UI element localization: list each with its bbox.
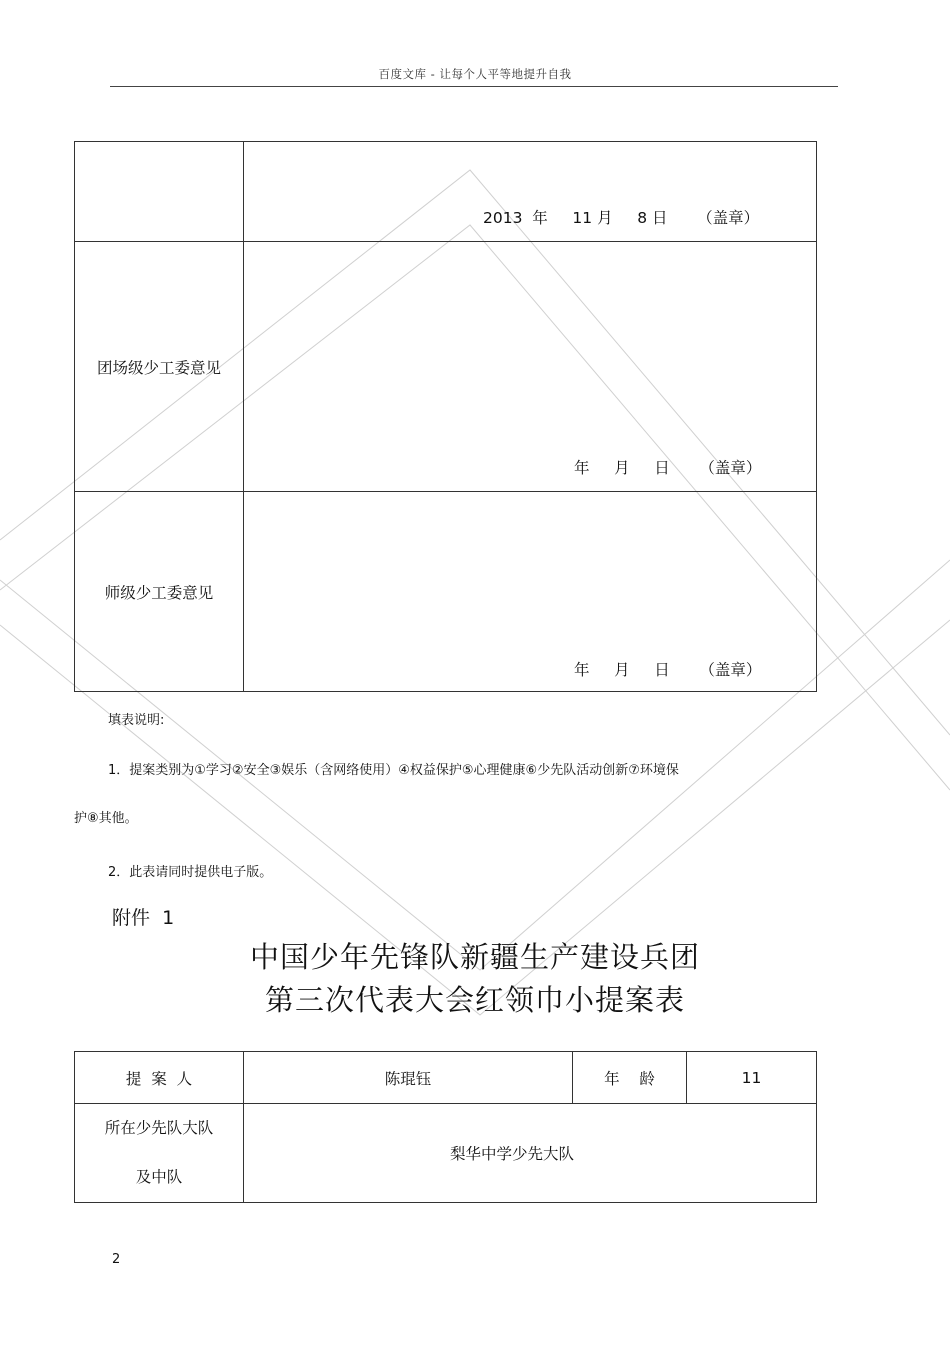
page-number: 2 [112, 1252, 121, 1267]
school-date-stamp: 2013 年 11 月 8 日 （盖章） [483, 209, 760, 227]
page-header: 百度文库 - 让每个人平等地提升自我 [378, 67, 572, 81]
opinion-row-division [75, 492, 817, 692]
age-label: 年 龄 [573, 1052, 687, 1104]
opinion-row-school-label [75, 142, 244, 242]
unit-row [75, 1104, 817, 1203]
notes-item-1-line-1: 1．提案类别为①学习②安全③娱乐（含网络使用）④权益保护⑤心理健康⑥少先队活动创新⑦环境保 [108, 763, 679, 778]
opinion-row-regiment [75, 242, 817, 492]
division-date-stamp: 年 月 日 （盖章） [574, 661, 762, 679]
header-rule [110, 86, 838, 87]
regiment-opinion-content[interactable] [244, 242, 817, 492]
unit-value-cell[interactable] [244, 1104, 817, 1203]
unit-label-line-2: 及中队 [135, 1168, 183, 1186]
proposer-value[interactable]: 陈琨钰 [244, 1052, 573, 1104]
regiment-opinion-label: 团场级少工委意见 [75, 242, 244, 492]
opinion-table [74, 141, 817, 692]
notes-item-1-line-2: 护⑧其他。 [74, 811, 138, 826]
proposer-row [75, 1052, 817, 1104]
notes-item-2: 2．此表请同时提供电子版。 [108, 865, 273, 880]
unit-label [75, 1104, 244, 1203]
proposer-label: 提 案 人 [75, 1052, 244, 1104]
division-opinion-label: 师级少工委意见 [75, 492, 244, 692]
unit-label-line-1: 所在少先队大队 [104, 1119, 214, 1137]
opinion-row-school-content[interactable] [244, 142, 817, 242]
regiment-date-stamp: 年 月 日 （盖章） [574, 459, 762, 477]
unit-value: 梨华中学少先大队 [450, 1145, 575, 1163]
division-opinion-content[interactable] [244, 492, 817, 692]
form-title-line-1: 中国少年先锋队新疆生产建设兵团 [249, 940, 700, 974]
notes-heading: 填表说明: [108, 713, 165, 728]
opinion-row-school [75, 142, 817, 242]
attachment-label: 附件 1 [112, 907, 175, 929]
age-value[interactable]: 11 [687, 1052, 817, 1104]
form-title-line-2: 第三次代表大会红领巾小提案表 [264, 983, 685, 1017]
proposal-table [74, 1051, 817, 1203]
